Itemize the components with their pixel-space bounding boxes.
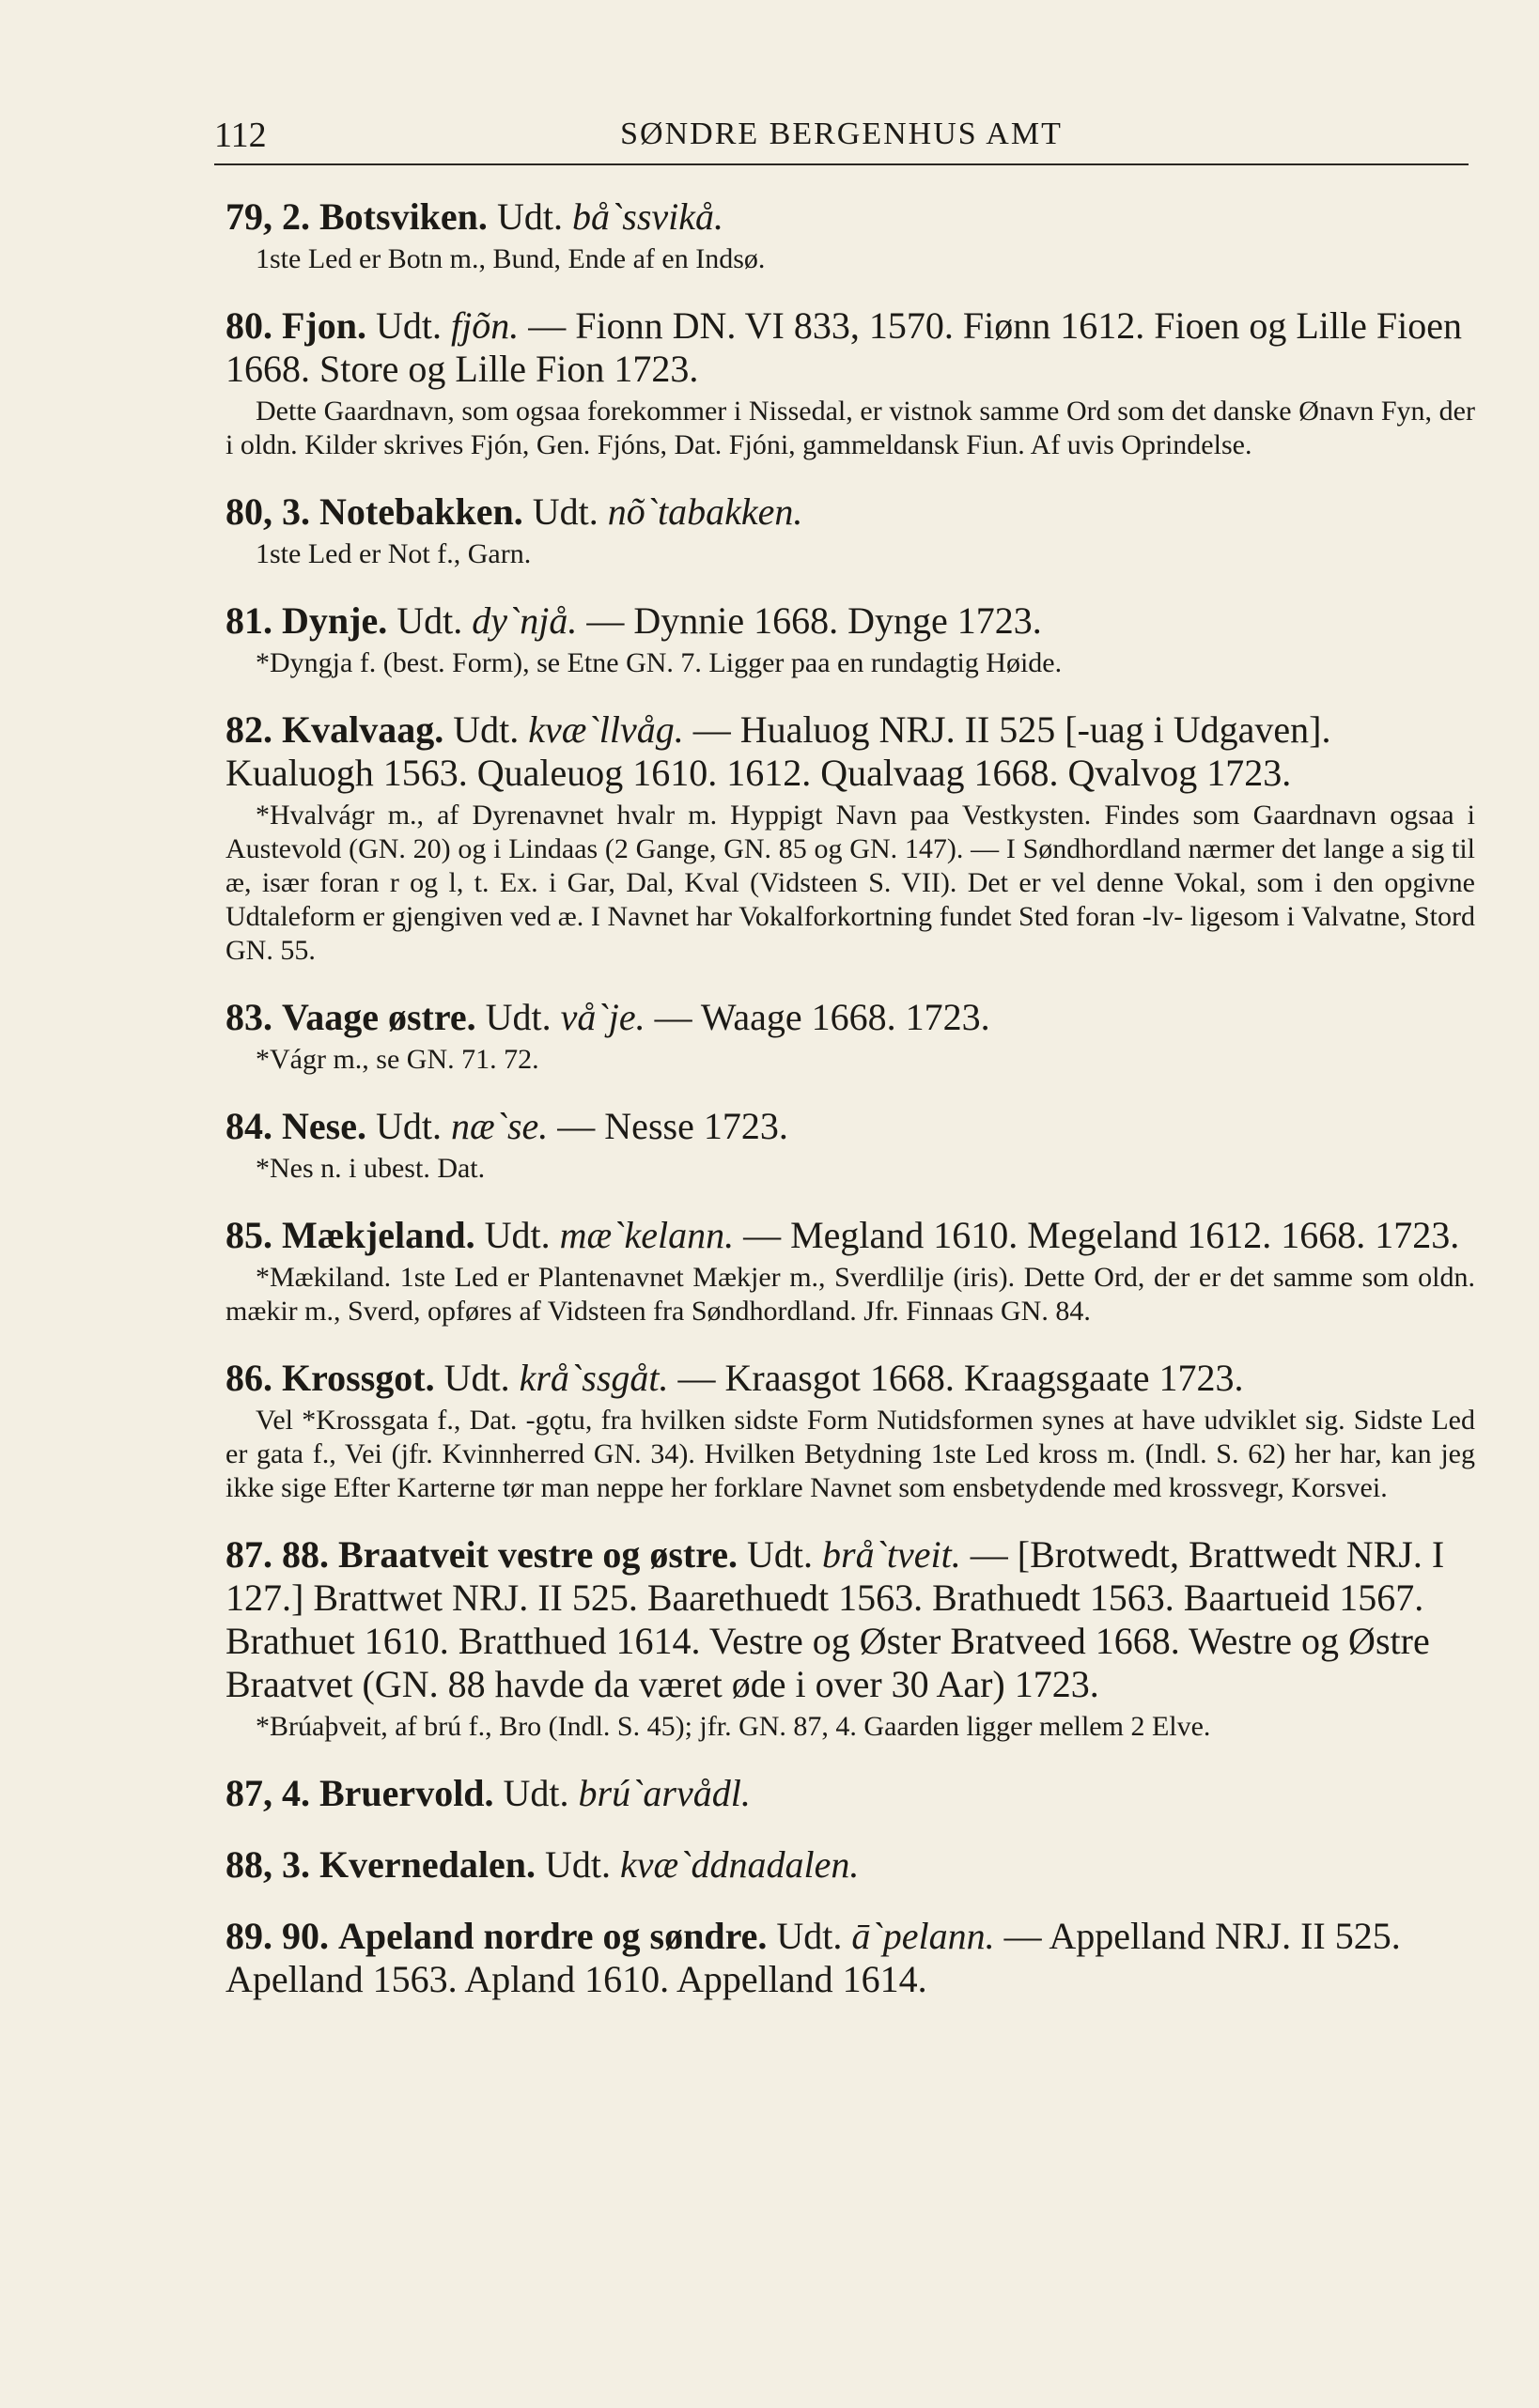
pronunciation: dy`njå. — [472, 599, 578, 642]
historical-forms: — Dynnie 1668. Dynge 1723. — [586, 599, 1042, 642]
entry — [225, 1772, 1475, 1815]
entry-number: 81. — [225, 599, 272, 642]
entry-headline — [225, 1533, 1475, 1706]
historical-forms: — Kraasgot 1668. Kraagsgaate 1723. — [677, 1357, 1244, 1399]
entry-number: 89. 90. — [225, 1915, 329, 1957]
udt-label: Udt. — [485, 996, 552, 1038]
entry-note: *Nes n. i ubest. Dat. — [256, 1153, 486, 1184]
udt-label: Udt. — [544, 1843, 611, 1886]
historical-forms: — Appelland NRJ. II 525. Apelland 1563. Apland 1610. Appelland 1614. — [225, 1915, 1401, 2000]
entry-note: *Brúaþveit, af brú f., Bro (Indl. S. 45); jfr. GN. 87, 4. Gaarden ligger mellem 2 Elve. — [256, 1711, 1211, 1742]
historical-forms: — Nesse 1723. — [557, 1105, 788, 1147]
entry-headline — [225, 708, 1475, 795]
entry-name: Botsviken. — [319, 195, 488, 238]
entry-number: 88, 3. — [225, 1843, 310, 1886]
historical-forms: — [Brotwedt, Brattwedt NRJ. I 127.] Brattwet NRJ. II 525. Baarethuedt 1563. Brathuedt 1563. Baartueid 1567. Brathuet 1610. Bratthued 1614. Vestre og Øster Bratveed 1668. Westre og Østre Braatvet (GN. 88 havde da været øde i over 30 Aar) 1723. — [225, 1533, 1445, 1705]
entry-note: Dette Gaardnavn, som ogsaa forekommer i Nissedal, er vistnok samme Ord som det danske Ønavn Fyn, der i oldn. Kilder skrives Fjón, Gen. Fjóns, Dat. Fjóni, gammeldansk Fiun. Af uvis Oprindelse. — [225, 396, 1475, 460]
udt-label: Udt. — [532, 490, 598, 533]
entry-headline — [225, 1105, 1475, 1148]
entry-headline — [225, 1357, 1475, 1400]
entry — [225, 490, 1475, 571]
entry-headline — [225, 304, 1475, 391]
entry-name: Nese. — [282, 1105, 366, 1147]
entry-headline — [225, 1214, 1475, 1257]
pronunciation: bå`ssvikå. — [571, 195, 724, 238]
entry-headline — [225, 1915, 1475, 2001]
entry — [225, 1357, 1475, 1505]
entry-note: *Mækiland. 1ste Led er Plantenavnet Mækjer m., Sverdlilje (iris). Dette Ord, der er det samme som oldn. mækir m., Sverd, opføres af Vidsteen fra Søndhordland. Jfr. Finnaas GN. 84. — [225, 1262, 1475, 1327]
entry-note: *Dyngja f. (best. Form), se Etne GN. 7. Ligger paa en rundagtig Høide. — [256, 647, 1063, 678]
entry-note: *Vágr m., se GN. 71. 72. — [256, 1044, 539, 1075]
historical-forms: — Fionn DN. VI 833, 1570. Fiønn 1612. Fioen og Lille Fioen 1668. Store og Lille Fion 1723. — [225, 304, 1462, 390]
entry — [225, 1533, 1475, 1744]
entry-name: Kvernedalen. — [319, 1843, 536, 1886]
entry — [225, 1915, 1475, 2001]
historical-forms: — Megland 1610. Megeland 1612. 1668. 1723. — [743, 1214, 1460, 1256]
entry-name: Dynje. — [282, 599, 388, 642]
pronunciation: vå`je. — [560, 996, 645, 1038]
udt-label: Udt. — [375, 1105, 442, 1147]
udt-label: Udt. — [496, 195, 563, 238]
entry-headline — [225, 195, 1475, 239]
pronunciation: krå`ssgåt. — [519, 1357, 669, 1399]
entry-name: Vaage østre. — [282, 996, 476, 1038]
entry-number: 79, 2. — [225, 195, 310, 238]
entry-headline — [225, 1843, 1475, 1887]
entry-name: Fjon. — [282, 304, 366, 347]
entry-number: 82. — [225, 708, 272, 751]
pronunciation: ā`pelann. — [851, 1915, 995, 1957]
entry-note: *Hvalvágr m., af Dyrenavnet hvalr m. Hyppigt Navn paa Vestkysten. Findes som Gaardnavn ogsaa i Austevold (GN. 20) og i Lindaas (2 Gange, GN. 85 og GN. 147). — I Søndhordland nærmer det lange a sig til æ, især foran r og l, t. Ex. i Gar, Dal, Kval (Vidsteen S. VII). Det er vel denne Vokal, som i den opgivne Udtaleform er gjengiven ved æ. I Navnet har Vokalforkortning fundet Sted foran -lv- ligesom i Valvatne, Stord GN. 55. — [225, 800, 1475, 966]
entry-note: 1ste Led er Botn m., Bund, Ende af en Indsø. — [256, 243, 766, 274]
entry-number: 84. — [225, 1105, 272, 1147]
entry-number: 83. — [225, 996, 272, 1038]
entry-name: Kvalvaag. — [282, 708, 444, 751]
entry — [225, 996, 1475, 1077]
entry-name: Apeland nordre og søndre. — [338, 1915, 768, 1957]
historical-forms: — Hualuog NRJ. II 525 [-uag i Udgaven]. Kualuogh 1563. Qualeuog 1610. 1612. Qualvaag 1668. Qvalvog 1723. — [225, 708, 1331, 794]
udt-label: Udt. — [376, 304, 442, 347]
page-number: 112 — [214, 116, 267, 155]
entry-number: 80. — [225, 304, 272, 347]
udt-label: Udt. — [484, 1214, 551, 1256]
entry-note: Vel *Krossgata f., Dat. -gǫtu, fra hvilken sidste Form Nutidsformen synes at have udviklet sig. Sidste Led er gata f., Vei (jfr. Kvinnherred GN. 34). Hvilken Betydning 1ste Led kross m. (Indl. S. 62) her har, kan jeg ikke sige Efter Karterne tør man neppe her forklare Navnet som ensbetydende med krossvegr, Korsvei. — [225, 1405, 1475, 1503]
entry — [225, 1214, 1475, 1328]
entry-number: 87, 4. — [225, 1772, 310, 1814]
entry-number: 86. — [225, 1357, 272, 1399]
entry-headline — [225, 1772, 1475, 1815]
entry-name: Notebakken. — [319, 490, 523, 533]
udt-label: Udt. — [503, 1772, 569, 1814]
entry — [225, 304, 1475, 462]
entry-name: Bruervold. — [319, 1772, 494, 1814]
pronunciation: fjõn. — [451, 304, 520, 347]
running-header — [214, 111, 1469, 165]
pronunciation: brå`tveit. — [822, 1533, 961, 1576]
entry — [225, 1105, 1475, 1186]
entry — [225, 1843, 1475, 1887]
udt-label: Udt. — [747, 1533, 814, 1576]
entry — [225, 708, 1475, 968]
pronunciation: brú`arvådl. — [578, 1772, 751, 1814]
udt-label: Udt. — [396, 599, 463, 642]
udt-label: Udt. — [453, 708, 520, 751]
entry-number: 80, 3. — [225, 490, 310, 533]
pronunciation: mæ`kelann. — [559, 1214, 735, 1256]
entry-number: 87. 88. — [225, 1533, 329, 1576]
entry-number: 85. — [225, 1214, 272, 1256]
entry-headline — [225, 996, 1475, 1039]
entry-name: Mækjeland. — [282, 1214, 475, 1256]
pronunciation: næ`se. — [450, 1105, 549, 1147]
pronunciation: kvæ`llvåg. — [528, 708, 684, 751]
udt-label: Udt. — [776, 1915, 843, 1957]
entry — [225, 599, 1475, 680]
entry-headline — [225, 599, 1475, 643]
page-title: SØNDRE BERGENHUS AMT — [620, 117, 1063, 151]
pronunciation: kvæ`ddnadalen. — [619, 1843, 860, 1886]
historical-forms: — Waage 1668. 1723. — [654, 996, 990, 1038]
entry — [225, 195, 1475, 276]
entry-note: 1ste Led er Not f., Garn. — [256, 538, 532, 569]
entry-name: Braatveit vestre og østre. — [338, 1533, 738, 1576]
entry-headline — [225, 490, 1475, 534]
entries-list — [225, 195, 1475, 2029]
pronunciation: nõ`tabakken. — [607, 490, 803, 533]
udt-label: Udt. — [443, 1357, 510, 1399]
entry-name: Krossgot. — [282, 1357, 435, 1399]
